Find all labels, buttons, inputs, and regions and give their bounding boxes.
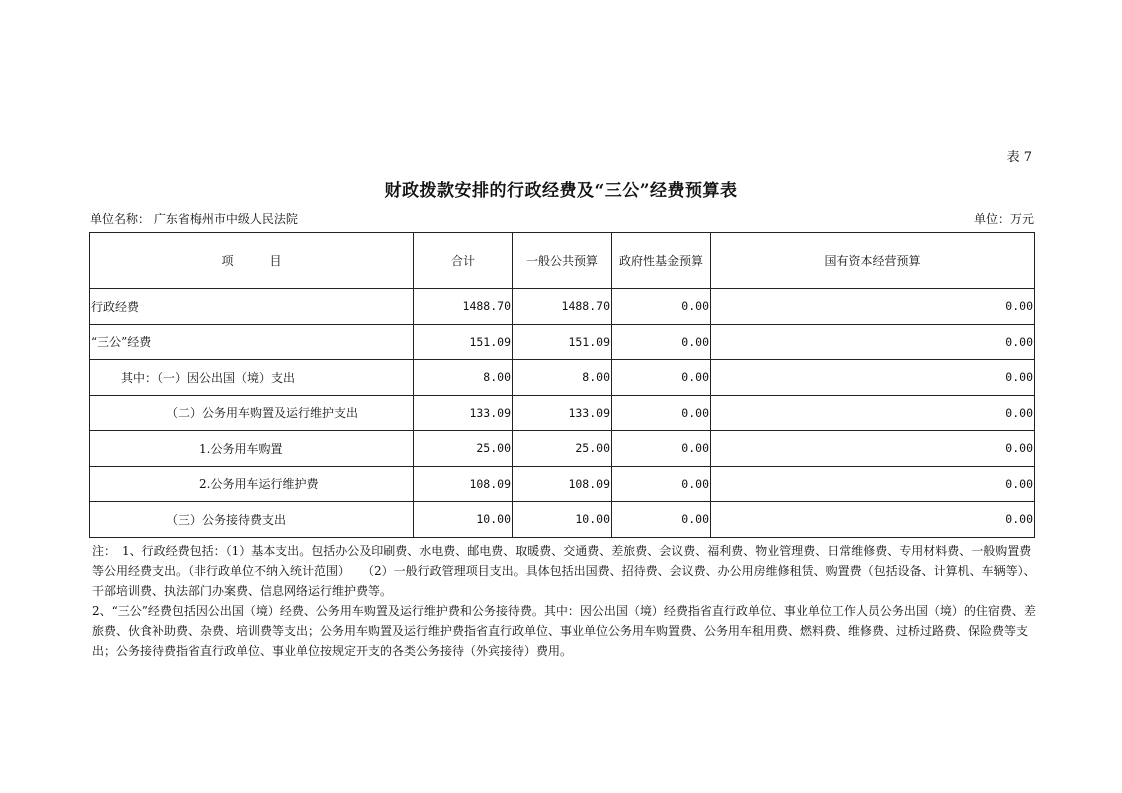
row-label: （二）公务用车购置及运行维护支出: [90, 395, 414, 431]
cell-total: 8.00: [414, 360, 513, 396]
row-label: 2.公务用车运行维护费: [90, 466, 414, 502]
cell-state-capital-budget: 0.00: [711, 502, 1035, 538]
unit-name-line: [90, 210, 298, 227]
note-2: 2、“三公”经费包括因公出国（境）经费、公务用车购置及运行维护费和公务接待费。其中：因公出国（境）经费指省直行政单位、事业单位工作人员公务出国（境）的住宿费、差旅费、伙食补助费、杂费、培训费等支出；公务用车购置及运行维护费指省直行政单位、事业单位公务用车购置费、公务用车租用费、燃料费、维修费、过桥过路费、保险费等支出；公务接待费指省直行政单位、事业单位按规定开支的各类公务接待（外宾接待）费用。: [92, 604, 1036, 658]
cell-total: 10.00: [414, 502, 513, 538]
note-1: 注： 1、行政经费包括：（1）基本支出。包括办公及印刷费、水电费、邮电费、取暖费、交通费、差旅费、会议费、福利费、物业管理费、日常维修费、专用材料费、一般购置费等公用经费支出。（非行政单位不纳入统计范围） （2）一般行政管理项目支出。具体包括出国费、招待费、会议费、办公用房维修租赁、购置费（包括设备、计算机、车辆等）、干部培训费、执法部门办案费、信息网络运行维护费等。: [92, 544, 1036, 598]
cell-total: 133.09: [414, 395, 513, 431]
cell-total: 151.09: [414, 324, 513, 360]
budget-table: [89, 232, 1035, 538]
table-header-row: [90, 233, 1035, 289]
column-header-state-capital-budget: 国有资本经营预算: [711, 233, 1035, 289]
cell-general-budget: 151.09: [513, 324, 612, 360]
cell-total: 1488.70: [414, 289, 513, 325]
cell-general-budget: 108.09: [513, 466, 612, 502]
table-row: [90, 324, 1035, 360]
cell-state-capital-budget: 0.00: [711, 431, 1035, 467]
table-row: [90, 502, 1035, 538]
notes-section: [92, 541, 1036, 661]
cell-general-budget: 1488.70: [513, 289, 612, 325]
table-row: [90, 360, 1035, 396]
cell-state-capital-budget: 0.00: [711, 324, 1035, 360]
row-label: 1.公务用车购置: [90, 431, 414, 467]
column-header-total: 合计: [414, 233, 513, 289]
table-number: 表 7: [1006, 150, 1032, 165]
cell-gov-fund-budget: 0.00: [612, 360, 711, 396]
cell-state-capital-budget: 0.00: [711, 395, 1035, 431]
cell-state-capital-budget: 0.00: [711, 289, 1035, 325]
page-title: 财政拨款安排的行政经费及“三公”经费预算表: [384, 181, 738, 201]
cell-gov-fund-budget: 0.00: [612, 324, 711, 360]
row-label: “三公”经费: [90, 324, 414, 360]
cell-gov-fund-budget: 0.00: [612, 502, 711, 538]
row-label: 其中：（一）因公出国（境）支出: [90, 360, 414, 396]
table-body: [90, 289, 1035, 538]
cell-gov-fund-budget: 0.00: [612, 395, 711, 431]
unit-name-value: 广东省梅州市中级人民法院: [153, 212, 298, 226]
table-row: [90, 395, 1035, 431]
table-row: [90, 289, 1035, 325]
cell-total: 108.09: [414, 466, 513, 502]
unit-name-label: 单位名称：: [90, 212, 151, 226]
column-header-item: 项 目: [90, 233, 414, 289]
table-row: [90, 431, 1035, 467]
column-header-general-budget: 一般公共预算: [513, 233, 612, 289]
cell-state-capital-budget: 0.00: [711, 360, 1035, 396]
row-label: 行政经费: [90, 289, 414, 325]
table-row: [90, 466, 1035, 502]
row-label: （三）公务接待费支出: [90, 502, 414, 538]
cell-general-budget: 10.00: [513, 502, 612, 538]
cell-state-capital-budget: 0.00: [711, 466, 1035, 502]
cell-general-budget: 133.09: [513, 395, 612, 431]
unit-label: 单位：万元: [973, 212, 1034, 226]
column-header-gov-fund-budget: 政府性基金预算: [612, 233, 711, 289]
cell-gov-fund-budget: 0.00: [612, 289, 711, 325]
cell-general-budget: 8.00: [513, 360, 612, 396]
cell-gov-fund-budget: 0.00: [612, 431, 711, 467]
cell-total: 25.00: [414, 431, 513, 467]
cell-gov-fund-budget: 0.00: [612, 466, 711, 502]
cell-general-budget: 25.00: [513, 431, 612, 467]
